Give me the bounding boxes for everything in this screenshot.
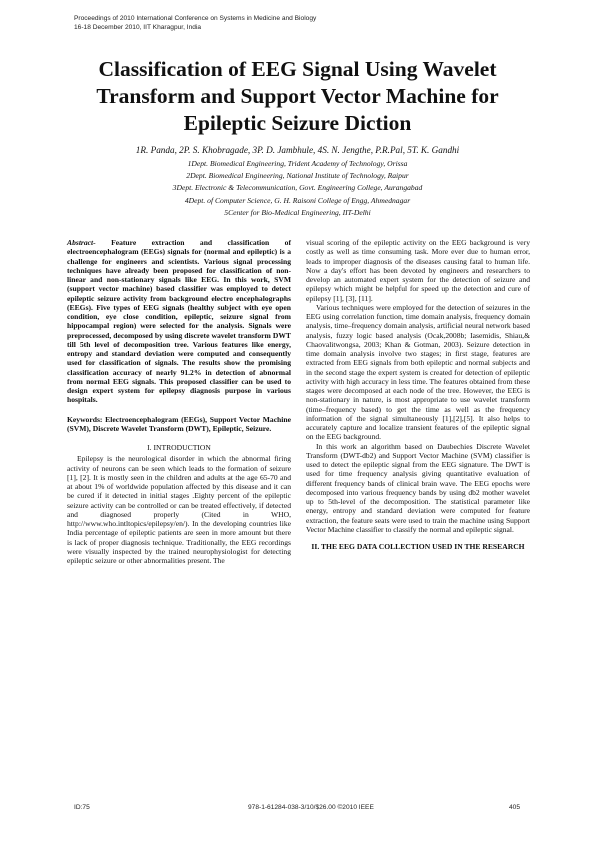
left-column <box>67 238 291 565</box>
paper-title <box>40 56 555 137</box>
affiliation-1: 1Dept. Biomedical Engineering, Trident Academy of Technology, Orissa <box>187 159 408 168</box>
footer-id: ID:75 <box>74 804 90 811</box>
affiliation-2: 2Dept. Biomedical Engineering, National Institute of Technology, Raipur <box>186 171 409 181</box>
footer-isbn: 978-1-61284-038-3/10/$26.00 ©2010 IEEE <box>248 804 374 811</box>
section-heading-introduction: I. INTRODUCTION <box>147 443 211 452</box>
affiliations <box>40 158 555 219</box>
conference-header <box>74 14 316 32</box>
section-heading-data-collection: II. THE EEG DATA COLLECTION USED IN THE RESEARCH <box>311 542 525 551</box>
right-column <box>306 238 530 551</box>
keywords-label: Keywords: <box>67 414 103 424</box>
title-line-3: Epileptic Seizure Diction <box>183 111 412 135</box>
conference-line-1: Proceedings of 2010 International Conference on Systems in Medicine and Biology <box>74 15 317 22</box>
footer-page-number: 405 <box>509 804 521 811</box>
conference-line-2: 16-18 December 2010, IIT Kharagpur, India <box>74 24 202 31</box>
right-paragraph-3: In this work an algorithm based on Daubechies Discrete Wavelet Transform (DWT-db2) and Support Vector Machine (SVM) classifier is used to detect the epileptic signal from the EEG signature. The DWT is used for time frequency analysis giving quantitative evaluation of different frequency bands of clinical brain wave. The EEG epochs were decomposed into various frequency bands by using db2 mother wavelet up to 5th-level of the decomposition. The statistical parameter like energy, entropy and standard deviation were computed for feature extraction, the feature seats were used to train the machine using Support Vector Machine classifier to classify the normal and epileptic signal. <box>306 441 530 534</box>
keywords <box>67 415 291 434</box>
affiliation-3: 3Dept. Electronic & Telecommunication, Govt. Engineering College, Aurangabad <box>172 183 423 193</box>
abstract <box>67 238 291 405</box>
affiliation-5: 5Center for Bio-Medical Engineering, IIT-Delhi <box>224 207 371 217</box>
abstract-label: Abstract- <box>67 238 96 247</box>
keywords-text: Electroencephalogram (EEGs), Support Vector Machine (SVM), Discrete Wavelet Transform (DWT), Epileptic, Seizure. <box>67 414 291 433</box>
abstract-text: Feature extraction and classification of electroencephalogram (EEGs) signals for (normal and epileptic) is a challenge for engineers and scientists. Various signal processing techniques have already been proposed for classification of non-linear and non-stationary signals like EEG. In this work, SVM (support vector machine) based classifier was employed to detect epileptic seizure activity from background electro encephalographs (EEGs). Five types of EEG signals (healthy subject with eye open condition, eye close condition, epileptic, seizure signal from hippocampal region) were selected for the analysis. Signals were preprocessed, decomposed by using discrete wavelet transform DWT till 5th level of decomposition tree. Various features like energy, entropy and standard deviation were computed and consequently used for classification of signals. The results show the promising classification accuracy of nearly 91.2% in detection of abnormal from normal EEG signals. This proposed classifier can be used to design expert system for epilepsy diagnosis purpose in various hospitals. <box>67 238 291 405</box>
right-paragraph-1: visual scoring of the epileptic activity on the EEG background is very costly as well as time consuming task. More ever due to human error, leads to improper diagnosis of the diseases causing fatal to human life. Now a day's effort has been devoted by engineers and researchers to develop an automated expert system for the detection of seizure and epilepsy which might be helpful for speed up the detection and cure of epilepsy [1], [3], [11]. <box>306 238 530 303</box>
right-paragraph-2: Various techniques were employed for the detection of seizures in the EEG using correlation function, time domain analysis, frequency domain analysis, time–frequency domain analysis, artificial neural network based analysis, fuzzy logic based analysis (Ocak,2008b; Iasemidis, Shiau,& Chaovalitwongsa, 2003; Khan & Gotman, 2003). Seizure detection in time domain analysis involve two stages; in first stage, features are extracted from EEG signals from both epileptic and normal subjects and in the second stage the expert system is created for detection of epileptic activity with high accuracy in less time. The features obtained from these stages were decomposed at each node of the tree. However, the EEG is non-stationary in nature, is most appropriate to use wavelet transform (time–frequency based) to get the time as well as the frequency information of the signal simultaneously [1],[2],[5]. It also helps to accurately capture and localize transient features of the epileptic signal on the EEG background. <box>306 302 530 442</box>
affiliation-4: 4Dept. of Computer Science, G. H. Raisoni College of Engg, Ahmednagar <box>184 195 411 205</box>
intro-paragraph: Epilepsy is the neurological disorder in which the abnormal firing activity of neurons can be seen which leads to the formation of seizure [1], [2]. It is mostly seen in the children and adults at the age 65-70 and at about 1% of worldwide population affected by this disease and it can be cured if it detected in initial stages .Eighty percent of the epileptic seizure activity can be controlled or can be treated effectively, if detected and diagnosed properly (Cited in WHO, http://www.who.intltopics/epilepsy/en/). In the developing countries like India percentage of epileptic patients are seen in more amount but there is lack of proper diagnosis technique. Traditionally, the EEG recordings were visually inspected by the trained neurophysiologist for detecting epileptic seizure or other abnormalities present. The <box>67 454 291 565</box>
author-list: 1R. Panda, 2P. S. Khobragade, 3P. D. Jambhule, 4S. N. Jengthe, P.R.Pal, 5T. K. Gandhi <box>135 145 460 155</box>
title-line-1: Classification of EEG Signal Using Wavelet <box>98 57 497 81</box>
title-line-2: Transform and Support Vector Machine for <box>96 84 499 108</box>
